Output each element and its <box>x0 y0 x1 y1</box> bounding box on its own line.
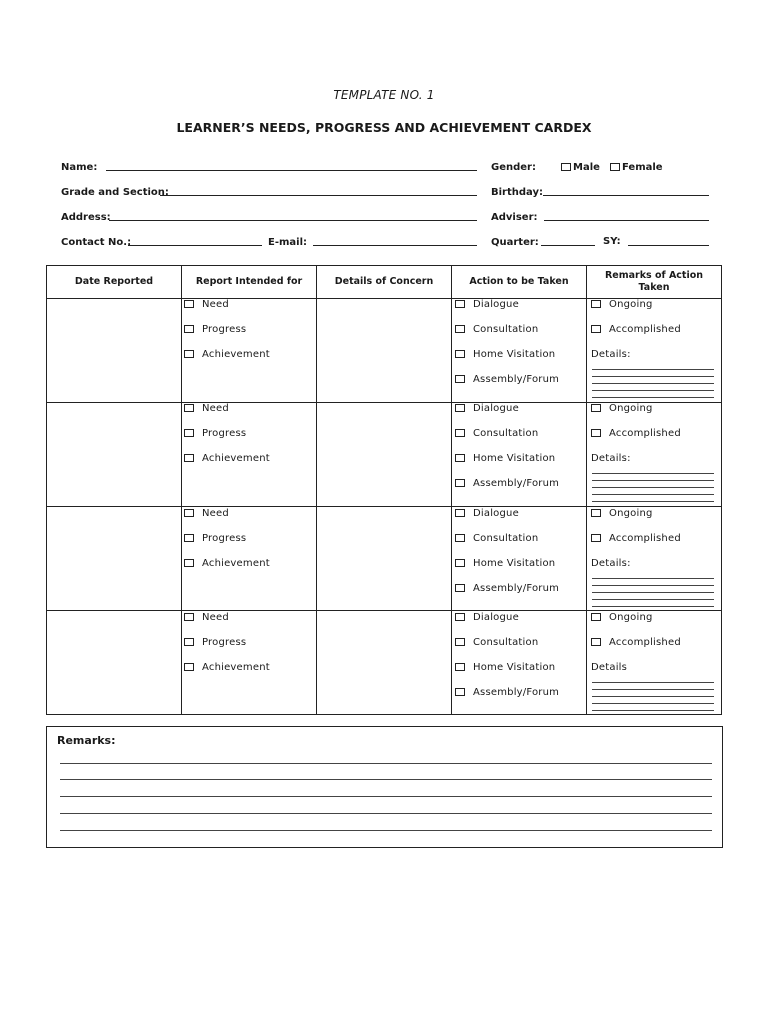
female-checkbox[interactable] <box>610 163 620 171</box>
consultation-checkbox[interactable] <box>455 534 465 542</box>
ongoing-checkbox[interactable] <box>591 300 601 308</box>
need-label: Need <box>202 612 229 623</box>
home-visitation-checkbox[interactable] <box>455 559 465 567</box>
need-option[interactable] <box>184 299 229 310</box>
home-visitation-checkbox[interactable] <box>455 350 465 358</box>
dialogue-option[interactable] <box>455 299 519 310</box>
accomplished-label: Accomplished <box>609 324 681 335</box>
ongoing-option[interactable] <box>591 508 653 519</box>
need-option[interactable] <box>184 612 229 623</box>
ongoing-label: Ongoing <box>609 612 653 623</box>
home-visitation-option[interactable] <box>455 662 555 673</box>
details-line[interactable] <box>592 606 714 607</box>
gender-male-option[interactable] <box>561 162 600 173</box>
remarks-line[interactable] <box>60 779 712 780</box>
assembly-forum-checkbox[interactable] <box>455 479 465 487</box>
column-divider <box>586 266 587 714</box>
assembly-forum-label: Assembly/Forum <box>473 478 560 489</box>
progress-checkbox[interactable] <box>184 325 194 333</box>
details-line[interactable] <box>592 383 714 384</box>
progress-option[interactable] <box>184 428 246 439</box>
dialogue-label: Dialogue <box>473 403 519 414</box>
gender-female-option[interactable] <box>610 162 663 173</box>
quarter-label: Quarter: <box>491 237 539 248</box>
achievement-label: Achievement <box>202 558 270 569</box>
home-visitation-label: Home Visitation <box>473 558 556 569</box>
achievement-label: Achievement <box>202 453 270 464</box>
header-action-to-be-taken: Action to be Taken <box>469 276 569 287</box>
consultation-checkbox[interactable] <box>455 638 465 646</box>
details-line[interactable] <box>592 480 714 481</box>
assembly-forum-label: Assembly/Forum <box>473 374 560 385</box>
dialogue-label: Dialogue <box>473 508 519 519</box>
gender-label: Gender: <box>491 162 536 173</box>
progress-checkbox[interactable] <box>184 534 194 542</box>
ongoing-label: Ongoing <box>609 403 653 414</box>
details-label: Details <box>591 662 628 673</box>
details-label: Details: <box>591 558 631 569</box>
accomplished-label: Accomplished <box>609 533 681 544</box>
need-label: Need <box>202 299 229 310</box>
progress-label: Progress <box>202 533 247 544</box>
achievement-option[interactable] <box>184 349 270 360</box>
column-divider <box>181 266 182 714</box>
name-field[interactable] <box>106 170 477 171</box>
accomplished-checkbox[interactable] <box>591 429 601 437</box>
achievement-label: Achievement <box>202 662 270 673</box>
details-line[interactable] <box>592 592 714 593</box>
achievement-checkbox[interactable] <box>184 559 194 567</box>
home-visitation-label: Home Visitation <box>473 349 556 360</box>
accomplished-option[interactable] <box>591 637 681 648</box>
need-option[interactable] <box>184 403 229 414</box>
assembly-forum-checkbox[interactable] <box>455 584 465 592</box>
details-line[interactable] <box>592 369 714 370</box>
details-label: Details: <box>591 453 631 464</box>
contact-field[interactable] <box>128 245 262 246</box>
progress-checkbox[interactable] <box>184 429 194 437</box>
details-line[interactable] <box>592 696 714 697</box>
email-field[interactable] <box>313 245 477 246</box>
remarks-label: Remarks: <box>57 734 116 747</box>
home-visitation-label: Home Visitation <box>473 662 556 673</box>
grade-section-label: Grade and Section: <box>61 187 169 198</box>
birthday-field[interactable] <box>543 195 709 196</box>
dialogue-option[interactable] <box>455 403 519 414</box>
consultation-option[interactable] <box>455 428 538 439</box>
grade-section-field[interactable] <box>160 195 477 196</box>
progress-label: Progress <box>202 637 247 648</box>
quarter-field[interactable] <box>541 245 595 246</box>
assembly-forum-option[interactable] <box>455 374 559 385</box>
accomplished-checkbox[interactable] <box>591 638 601 646</box>
ongoing-label: Ongoing <box>609 299 653 310</box>
home-visitation-option[interactable] <box>455 453 555 464</box>
details-line[interactable] <box>592 397 714 398</box>
home-visitation-option[interactable] <box>455 349 555 360</box>
details-line[interactable] <box>592 585 714 586</box>
dialogue-checkbox[interactable] <box>455 509 465 517</box>
header-report-intended-for: Report Intended for <box>195 276 303 287</box>
adviser-label: Adviser: <box>491 212 538 223</box>
column-divider <box>316 266 317 714</box>
consultation-label: Consultation <box>473 428 539 439</box>
form-title: LEARNER’S NEEDS, PROGRESS AND ACHIEVEMENT CARDEX <box>176 120 592 135</box>
details-label: Details: <box>591 349 631 360</box>
details-line[interactable] <box>592 689 714 690</box>
dialogue-checkbox[interactable] <box>455 300 465 308</box>
consultation-label: Consultation <box>473 533 539 544</box>
achievement-option[interactable] <box>184 558 270 569</box>
consultation-option[interactable] <box>455 533 538 544</box>
home-visitation-checkbox[interactable] <box>455 663 465 671</box>
ongoing-checkbox[interactable] <box>591 404 601 412</box>
dialogue-checkbox[interactable] <box>455 613 465 621</box>
achievement-checkbox[interactable] <box>184 663 194 671</box>
consultation-label: Consultation <box>473 637 539 648</box>
ongoing-option[interactable] <box>591 612 653 623</box>
accomplished-checkbox[interactable] <box>591 325 601 333</box>
male-label: Male <box>573 162 600 173</box>
need-option[interactable] <box>184 508 229 519</box>
ongoing-checkbox[interactable] <box>591 509 601 517</box>
assembly-forum-option[interactable] <box>455 583 559 594</box>
consultation-label: Consultation <box>473 324 539 335</box>
need-checkbox[interactable] <box>184 300 194 308</box>
column-divider <box>451 266 452 714</box>
template-number: TEMPLATE NO. 1 <box>333 88 435 102</box>
achievement-checkbox[interactable] <box>184 454 194 462</box>
remarks-line[interactable] <box>60 796 712 797</box>
achievement-checkbox[interactable] <box>184 350 194 358</box>
accomplished-label: Accomplished <box>609 637 681 648</box>
consultation-checkbox[interactable] <box>455 325 465 333</box>
dialogue-label: Dialogue <box>473 299 519 310</box>
progress-option[interactable] <box>184 324 246 335</box>
need-label: Need <box>202 403 229 414</box>
header-remarks-of-action-taken: Remarks of Action Taken <box>604 270 704 293</box>
dialogue-option[interactable] <box>455 612 519 623</box>
remarks-line[interactable] <box>60 763 712 764</box>
details-line[interactable] <box>592 494 714 495</box>
remarks-line[interactable] <box>60 813 712 814</box>
ongoing-option[interactable] <box>591 403 653 414</box>
accomplished-label: Accomplished <box>609 428 681 439</box>
need-checkbox[interactable] <box>184 509 194 517</box>
details-line[interactable] <box>592 703 714 704</box>
ongoing-checkbox[interactable] <box>591 613 601 621</box>
accomplished-option[interactable] <box>591 533 681 544</box>
details-line[interactable] <box>592 390 714 391</box>
dialogue-option[interactable] <box>455 508 519 519</box>
home-visitation-label: Home Visitation <box>473 453 556 464</box>
need-checkbox[interactable] <box>184 613 194 621</box>
ongoing-label: Ongoing <box>609 508 653 519</box>
consultation-option[interactable] <box>455 637 538 648</box>
progress-option[interactable] <box>184 533 246 544</box>
achievement-option[interactable] <box>184 453 270 464</box>
adviser-field[interactable] <box>544 220 709 221</box>
dialogue-label: Dialogue <box>473 612 519 623</box>
row-divider <box>47 610 721 611</box>
row-divider <box>47 506 721 507</box>
remarks-line[interactable] <box>60 830 712 831</box>
assembly-forum-checkbox[interactable] <box>455 375 465 383</box>
details-line[interactable] <box>592 599 714 600</box>
progress-checkbox[interactable] <box>184 638 194 646</box>
email-label: E-mail: <box>268 237 308 248</box>
details-line[interactable] <box>592 501 714 502</box>
accomplished-option[interactable] <box>591 428 681 439</box>
details-line[interactable] <box>592 682 714 683</box>
assembly-forum-label: Assembly/Forum <box>473 583 560 594</box>
sy-field[interactable] <box>628 245 709 246</box>
progress-label: Progress <box>202 324 247 335</box>
need-label: Need <box>202 508 229 519</box>
consultation-option[interactable] <box>455 324 538 335</box>
consultation-checkbox[interactable] <box>455 429 465 437</box>
details-line[interactable] <box>592 487 714 488</box>
details-line[interactable] <box>592 578 714 579</box>
accomplished-checkbox[interactable] <box>591 534 601 542</box>
progress-label: Progress <box>202 428 247 439</box>
progress-option[interactable] <box>184 637 246 648</box>
home-visitation-option[interactable] <box>455 558 555 569</box>
name-label: Name: <box>61 162 98 173</box>
address-field[interactable] <box>109 220 477 221</box>
assembly-forum-checkbox[interactable] <box>455 688 465 696</box>
header-details-of-concern: Details of Concern <box>334 276 434 287</box>
male-checkbox[interactable] <box>561 163 571 171</box>
sy-label: SY: <box>603 236 621 247</box>
contact-label: Contact No.: <box>61 237 132 248</box>
assembly-forum-option[interactable] <box>455 478 559 489</box>
details-line[interactable] <box>592 473 714 474</box>
ongoing-option[interactable] <box>591 299 653 310</box>
achievement-option[interactable] <box>184 662 270 673</box>
home-visitation-checkbox[interactable] <box>455 454 465 462</box>
achievement-label: Achievement <box>202 349 270 360</box>
birthday-label: Birthday: <box>491 187 543 198</box>
female-label: Female <box>622 162 663 173</box>
header-date-reported: Date Reported <box>74 276 154 287</box>
details-line[interactable] <box>592 710 714 711</box>
address-label: Address: <box>61 212 111 223</box>
assembly-forum-option[interactable] <box>455 687 559 698</box>
assembly-forum-label: Assembly/Forum <box>473 687 560 698</box>
dialogue-checkbox[interactable] <box>455 404 465 412</box>
need-checkbox[interactable] <box>184 404 194 412</box>
details-line[interactable] <box>592 376 714 377</box>
accomplished-option[interactable] <box>591 324 681 335</box>
